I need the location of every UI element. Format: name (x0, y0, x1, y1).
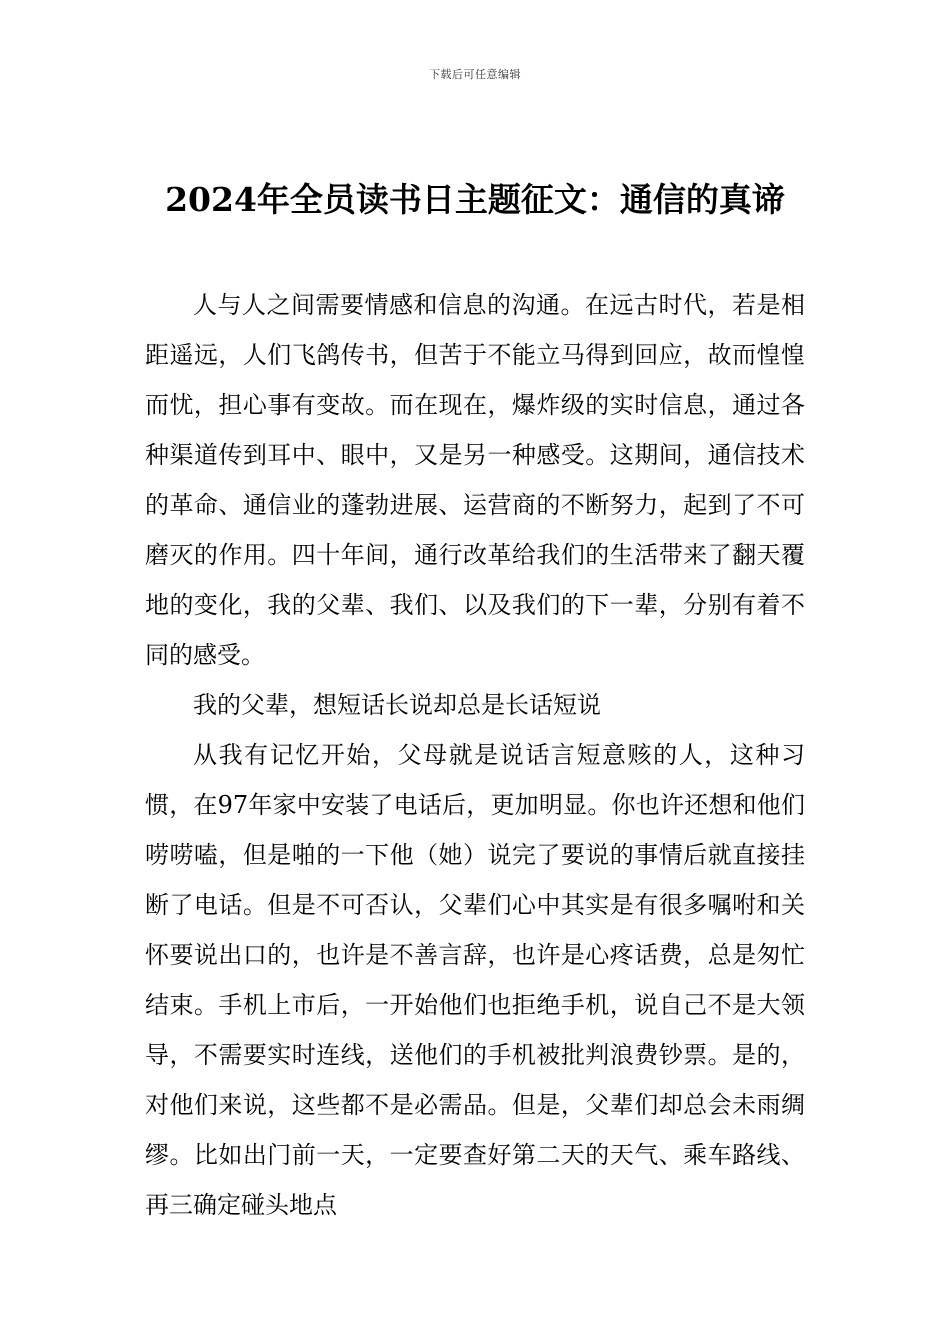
paragraph-parents-story: 从我有记忆开始，父母就是说话言短意赅的人，这种习惯，在97年家中安装了电话后，更加明显。你也许还想和他们唠唠嗑，但是啪的一下他（她）说完了要说的事情后就直接挂断了电话。但是不可否认，父辈们心中其实是有很多嘱咐和关怀要说出口的，也许是不善言辞，也许是心疼话费，总是匆忙结束。手机上市后，一开始他们也拒绝手机，说自己不是大领导，不需要实时连线，送他们的手机被批判浪费钞票。是的，对他们来说，这些都不是必需品。但是，父辈们却总会未雨绸缪。比如出门前一天，一定要查好第二天的天气、乘车路线、再三确定碰头地点 (145, 741, 805, 1219)
paragraph-subheading-parents: 我的父辈，想短话长说却总是长话短说 (193, 691, 601, 719)
paragraph-intro: 人与人之间需要情感和信息的沟通。在远古时代，若是相距遥远，人们飞鸽传书，但苦于不能立马得到回应，故而惶惶而忧，担心事有变故。而在现在，爆炸级的实时信息，通过各种渠道传到耳中、眼中，又是另一种感受。这期间，通信技术的革命、通信业的蓬勃进展、运营商的不断努力，起到了不可磨灭的作用。四十年间，通行改革给我们的生活带来了翻天覆地的变化，我的父辈、我们、以及我们的下一辈，分别有着不同的感受。 (145, 291, 805, 669)
document-title: 2024年全员读书日主题征文：通信的真谛 (165, 180, 785, 219)
page-header-note: 下载后可任意编辑 (429, 68, 521, 81)
document-body (145, 280, 805, 1230)
